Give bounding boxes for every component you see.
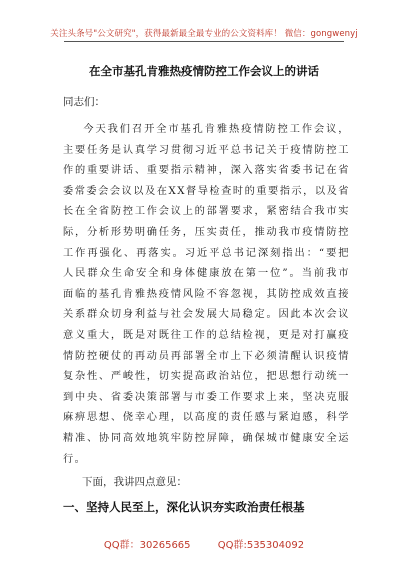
intro-line: 下面，我讲四点意见：	[82, 476, 187, 488]
footer-qq-groups	[0, 536, 408, 551]
header-divider	[64, 41, 344, 42]
section-heading-1: 一、坚持人民至上，深化认识夯实政治责任根基	[63, 500, 305, 514]
document-title: 在全市基孔肯雅热疫情防控工作会议上的讲话	[89, 64, 319, 78]
body-paragraph: 今天我们召开全市基孔肯雅热疫情防控工作会议，主要任务是认真学习贯彻习近平总书记关于疫情防控工作的重要讲话、重要指示精神，深入落实省委书记在省委常委会会议以及在XX督导检查时的重要指示，以及省长在全省防控工作会议上的部署要求，紧密结合我市实际，分析形势明确任务，压实责任，推动我市疫情防控工作再强化、再落实。习近平总书记深刻指出：“要把人民群众生命安全和身体健康放在第一位”。当前我市面临的基孔肯雅热疫情风险不容忽视，其防控成效直接关系群众切身利益与社会发展大局稳定。因此本次会议意义重大，既是对既往工作的总结检视，更是对打赢疫情防控硬仗的再动员再部署全市上下必须清醒认识疫情复杂性、严峻性，切实提高政治站位，把思想行动统一到中央、省委决策部署与市委工作要求上来，坚决克服麻痹思想、侥幸心理，以高度的责任感与紧迫感，科学精准、协同高效地筑牢防控屏障，确保城市健康安全运行。	[63, 124, 350, 465]
header-promo-note: 关注头条号"公文研究"，获得最新最全最专业的公文资料库！ 微信：gongwenyj	[50, 29, 358, 39]
salutation: 同志们：	[63, 96, 105, 108]
footer-qq-group-2: QQ群:535304092	[217, 540, 305, 551]
footer-qq-group-1: QQ群：30265665	[103, 540, 191, 551]
